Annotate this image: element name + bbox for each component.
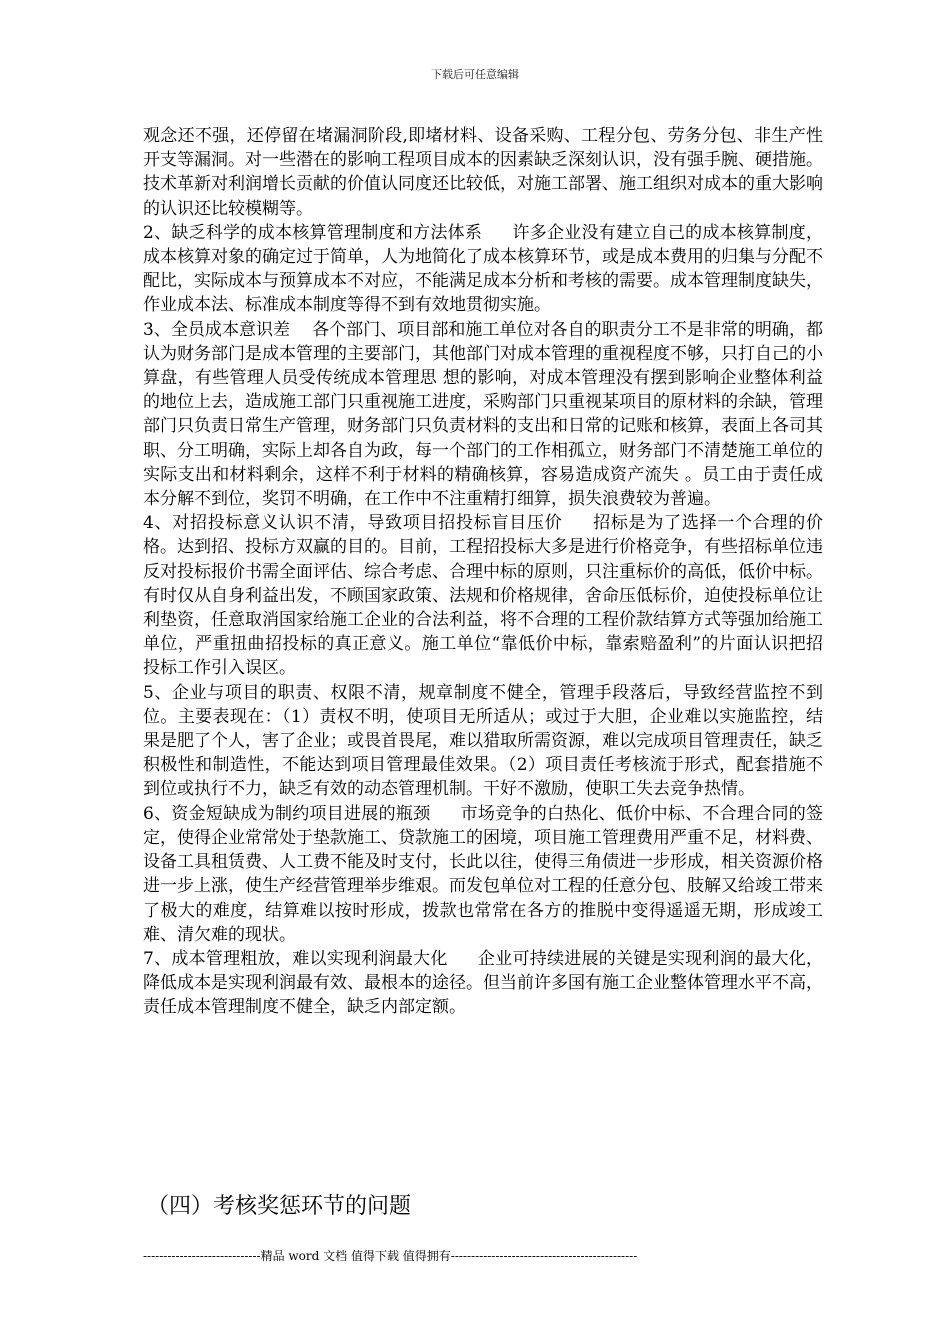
paragraph-4-text: 招标是为了选择一个合理的价格。达到招、投标方双赢的目的。目前，工程招投标大多是进行价格竞争，有些招标单位违反对投标报价书需全面评估、综合考虑、合理中标的原则，只注重标价的高低，低价中标。有时仅从自身利益出发，不顾国家政策、法规和价格规律，舍命压低标价，迫使投标单位让利垫资，任意取消国家给施工企业的合法利益，将不合理的工程价款结算方式等强加给施工单位，严重扭曲招投标的真正意义。施工单位“靠低价中标，靠索赔盈利”的片面认识把招投标工作引入误区。 [143, 513, 823, 679]
paragraph-2-text: 许多企业没有建立自己的成本核算制度，成本核算对象的确定过于简单，人为地简化了成本核算环节，或是成本费用的归集与分配不配比，实际成本与预算成本不对应，不能满足成本分析和考核的需要。成本管理制度缺失，作业成本法、标准成本制度等得不到有效地贯彻实施。 [143, 222, 823, 316]
page-header: 下载后可任意编辑 [431, 68, 519, 81]
paragraph-5 [143, 681, 823, 802]
section-subheading: （四）考核奖惩环节的问题 [147, 1194, 412, 1219]
paragraph-3-heading: 3、全员成本意识差 [143, 319, 291, 340]
paragraph-3-text: 各个部门、项目部和施工单位对各自的职责分工不是非常的明确，都认为财务部门是成本管理的主要部门，其他部门对成本管理的重视程度不够，只打自己的小算盘，有些管理人员受传统成本管理思 想的影响，对成本管理没有摆到影响企业整体利益的地位上去，造成施工部门只重视施工进度，采购部门只重视某项目的原材料的余缺，管理部门只负责日常生产管理，财务部门只负责材料的支出和日常的记账和核算，表面上各司其职、分工明确，实际上却各自为政，每一个部门的工作相孤立，财务部门不清楚施工单位的实际支出和材料剩余，这样不利于材料的精确核算，容易造成资产流失 。员工由于责任成本分解不到位，奖罚不明确，在工作中不注重精打细算，损失浪费较为普遍。 [143, 319, 823, 510]
paragraph-7 [143, 947, 823, 1020]
page-footer: -----------------------------精品 word 文档 值得下载 值得拥有---------------------------------------------- [143, 1249, 638, 1263]
paragraph-7-heading: 7、成本管理粗放，难以实现利润最大化 [143, 948, 448, 969]
paragraph-2-heading: 2、缺乏科学的成本核算管理制度和方法体系 [143, 222, 483, 243]
document-body [143, 124, 823, 1020]
paragraph-1 [143, 124, 823, 221]
paragraph-5-text: 5、企业与项目的职责、权限不清，规章制度不健全，管理手段落后，导致经营监控不到位。主要表现在：（1）责权不明，使项目无所适从；或过于大胆，企业难以实施监控，结果是肥了个人，害了企业；或畏首畏尾，难以猎取所需资源，难以完成项目管理责任，缺乏积极性和制造性，不能达到项目管理最佳效果。（2）项目责任考核流于形式，配套措施不到位或执行不力，缺乏有效的动态管理机制。干好不激励，使职工失去竞争热情。 [143, 682, 823, 800]
paragraph-4 [143, 511, 823, 680]
paragraph-6-heading: 6、资金短缺成为制约项目进展的瓶颈 [143, 803, 431, 824]
paragraph-7-text: 企业可持续进展的关键是实现利润的最大化，降低成本是实现利润最有效、最根本的途径。但当前许多国有施工企业整体管理水平不高，责任成本管理制度不健全，缺乏内部定额。 [143, 948, 823, 1018]
paragraph-3 [143, 318, 823, 512]
paragraph-4-heading: 4、对招投标意义认识不清，导致项目招投标盲目压价 [143, 513, 563, 534]
paragraph-6 [143, 802, 823, 947]
paragraph-6-text: 市场竞争的白热化、低价中标、不合理合同的签定，使得企业常常处于垫款施工、贷款施工的困境，项目施工管理费用严重不足，材料费、设备工具租赁费、人工费不能及时支付，长此以往，使得三角债进一步形成，相关资源价格进一步上涨，使生产经营管理举步维艰。而发包单位对工程的任意分包、肢解又给竣工带来了极大的难度，结算难以按时形成，拨款也常常在各方的推脱中变得遥遥无期，形成竣工难、清欠难的现状。 [143, 803, 823, 945]
paragraph-2 [143, 221, 823, 318]
paragraph-1-text: 观念还不强，还停留在堵漏洞阶段,即堵材料、设备采购、工程分包、劳务分包、非生产性开支等漏洞。对一些潜在的影响工程项目成本的因素缺乏深刻认识，没有强手腕、硬措施。技术革新对利润增长贡献的价值认同度还比较低，对施工部署、施工组织对成本的重大影响的认识还比较模糊等。 [143, 126, 823, 219]
